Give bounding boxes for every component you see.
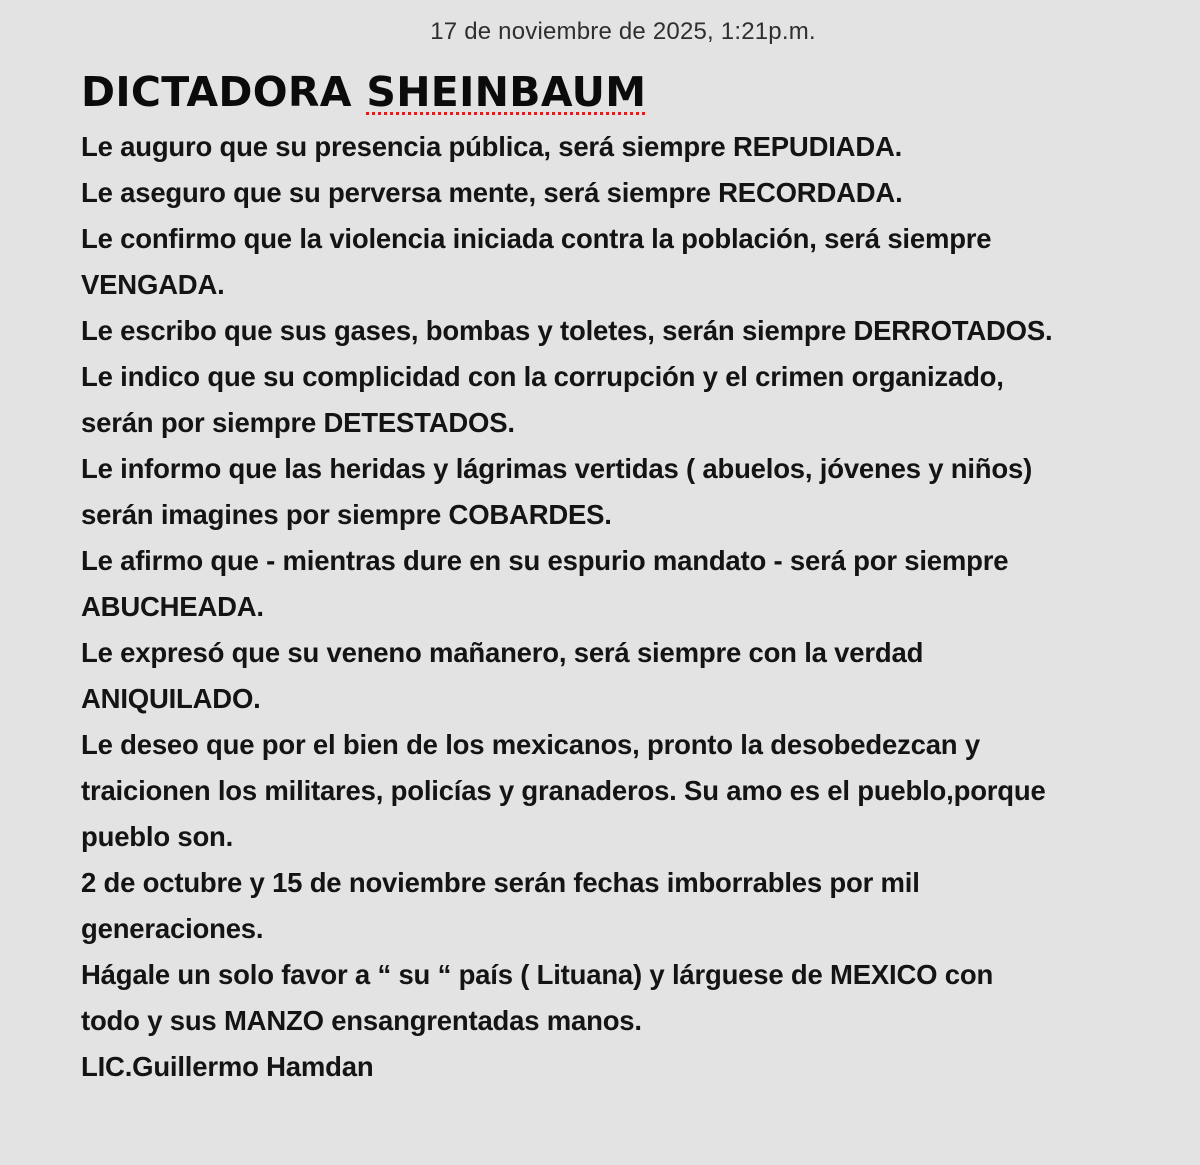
note-timestamp: 17 de noviembre de 2025, 1:21p.m. — [430, 18, 816, 45]
note-line: Le deseo que por el bien de los mexicanos, pronto la desobedezcan y — [81, 729, 980, 760]
note-line: 2 de octubre y 15 de noviembre serán fechas imborrables por mil — [81, 867, 920, 898]
note-signature: LIC.Guillermo Hamdan — [81, 1051, 374, 1082]
note-line: generaciones. — [81, 913, 264, 944]
note-title-part1: DICTADORA — [81, 68, 367, 116]
note-line: ANIQUILADO. — [81, 683, 261, 714]
note-line: Le aseguro que su perversa mente, será siempre RECORDADA. — [81, 177, 903, 208]
note-line: serán imagines por siempre COBARDES. — [81, 499, 612, 530]
note-line: Le afirmo que - mientras dure en su espurio mandato - será por siempre — [81, 545, 1009, 576]
note-line: ABUCHEADA. — [81, 591, 264, 622]
note-line: Le escribo que sus gases, bombas y toletes, serán siempre DERROTADOS. — [81, 315, 1053, 346]
note-line: Le confirmo que la violencia iniciada contra la población, será siempre — [81, 223, 992, 254]
note-title-misspelled-word[interactable]: SHEINBAUM — [366, 68, 647, 116]
note-line: Hágale un solo favor a “ su “ país ( Lituana) y lárguese de MEXICO con — [81, 959, 994, 990]
note-text-lines — [81, 124, 1186, 1090]
note-line: todo y sus MANZO ensangrentadas manos. — [81, 1005, 642, 1036]
note-line: Le informo que las heridas y lágrimas vertidas ( abuelos, jóvenes y niños) — [81, 453, 1033, 484]
note-line: pueblo son. — [81, 821, 234, 852]
note-title — [81, 64, 1186, 120]
note-line: Le auguro que su presencia pública, será siempre REPUDIADA. — [81, 131, 903, 162]
note-line: Le expresó que su veneno mañanero, será siempre con la verdad — [81, 637, 924, 668]
note-body[interactable] — [81, 64, 1186, 1090]
note-line: VENGADA. — [81, 269, 225, 300]
note-line: Le indico que su complicidad con la corrupción y el crimen organizado, — [81, 361, 1004, 392]
note-line: traicionen los militares, policías y granaderos. Su amo es el pueblo,porque — [81, 775, 1046, 806]
note-line: serán por siempre DETESTADOS. — [81, 407, 515, 438]
